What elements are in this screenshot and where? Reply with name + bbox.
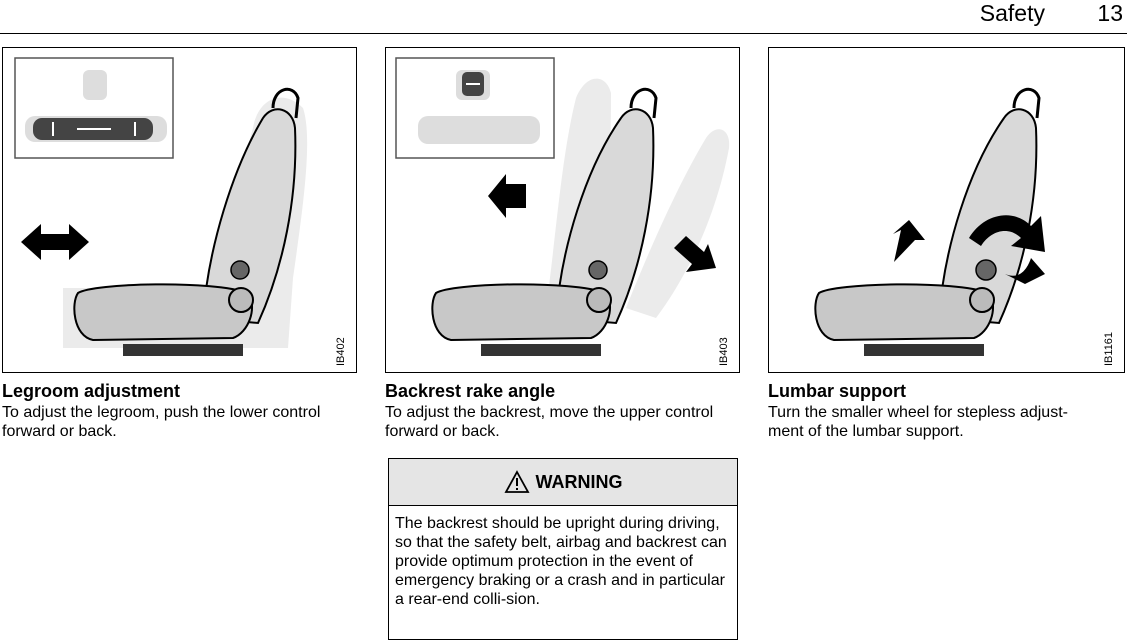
warning-triangle-icon <box>504 470 530 494</box>
header-rule <box>0 33 1127 34</box>
legroom-figure <box>2 47 357 373</box>
legroom-section <box>2 47 357 441</box>
warning-title: WARNING <box>535 471 623 492</box>
section-heading: Legroom adjustment <box>2 381 181 401</box>
section-heading: Lumbar support <box>768 381 906 401</box>
backrest-section <box>385 47 740 441</box>
warning-header <box>389 459 737 506</box>
page-header <box>0 0 1127 34</box>
figure-code: IB1161 <box>1103 331 1115 366</box>
backrest-figure <box>385 47 740 373</box>
section-body: Turn the smaller wheel for stepless adjust-ment of the lumbar support. <box>768 404 1068 440</box>
section-title: Safety <box>979 0 1045 26</box>
lumbar-figure <box>768 47 1125 373</box>
page-number: 13 <box>1097 0 1123 26</box>
warning-box <box>388 458 738 640</box>
section-body: To adjust the legroom, push the lower control forward or back. <box>2 404 321 440</box>
section-heading: Backrest rake angle <box>385 381 556 401</box>
figure-code: IB403 <box>718 337 730 366</box>
seat-illustration-backrest <box>386 48 739 372</box>
figure-code: IB402 <box>335 337 347 366</box>
warning-text: The backrest should be upright during driving, so that the safety belt, airbag and backrest can provide optimum protection in the event of emergency braking or a crash and in particular a rear-end colli-sion. <box>395 515 727 608</box>
seat-illustration-legroom <box>3 48 356 372</box>
section-body: To adjust the backrest, move the upper control forward or back. <box>385 404 714 440</box>
seat-illustration-lumbar <box>769 48 1122 372</box>
lumbar-section <box>768 47 1123 441</box>
